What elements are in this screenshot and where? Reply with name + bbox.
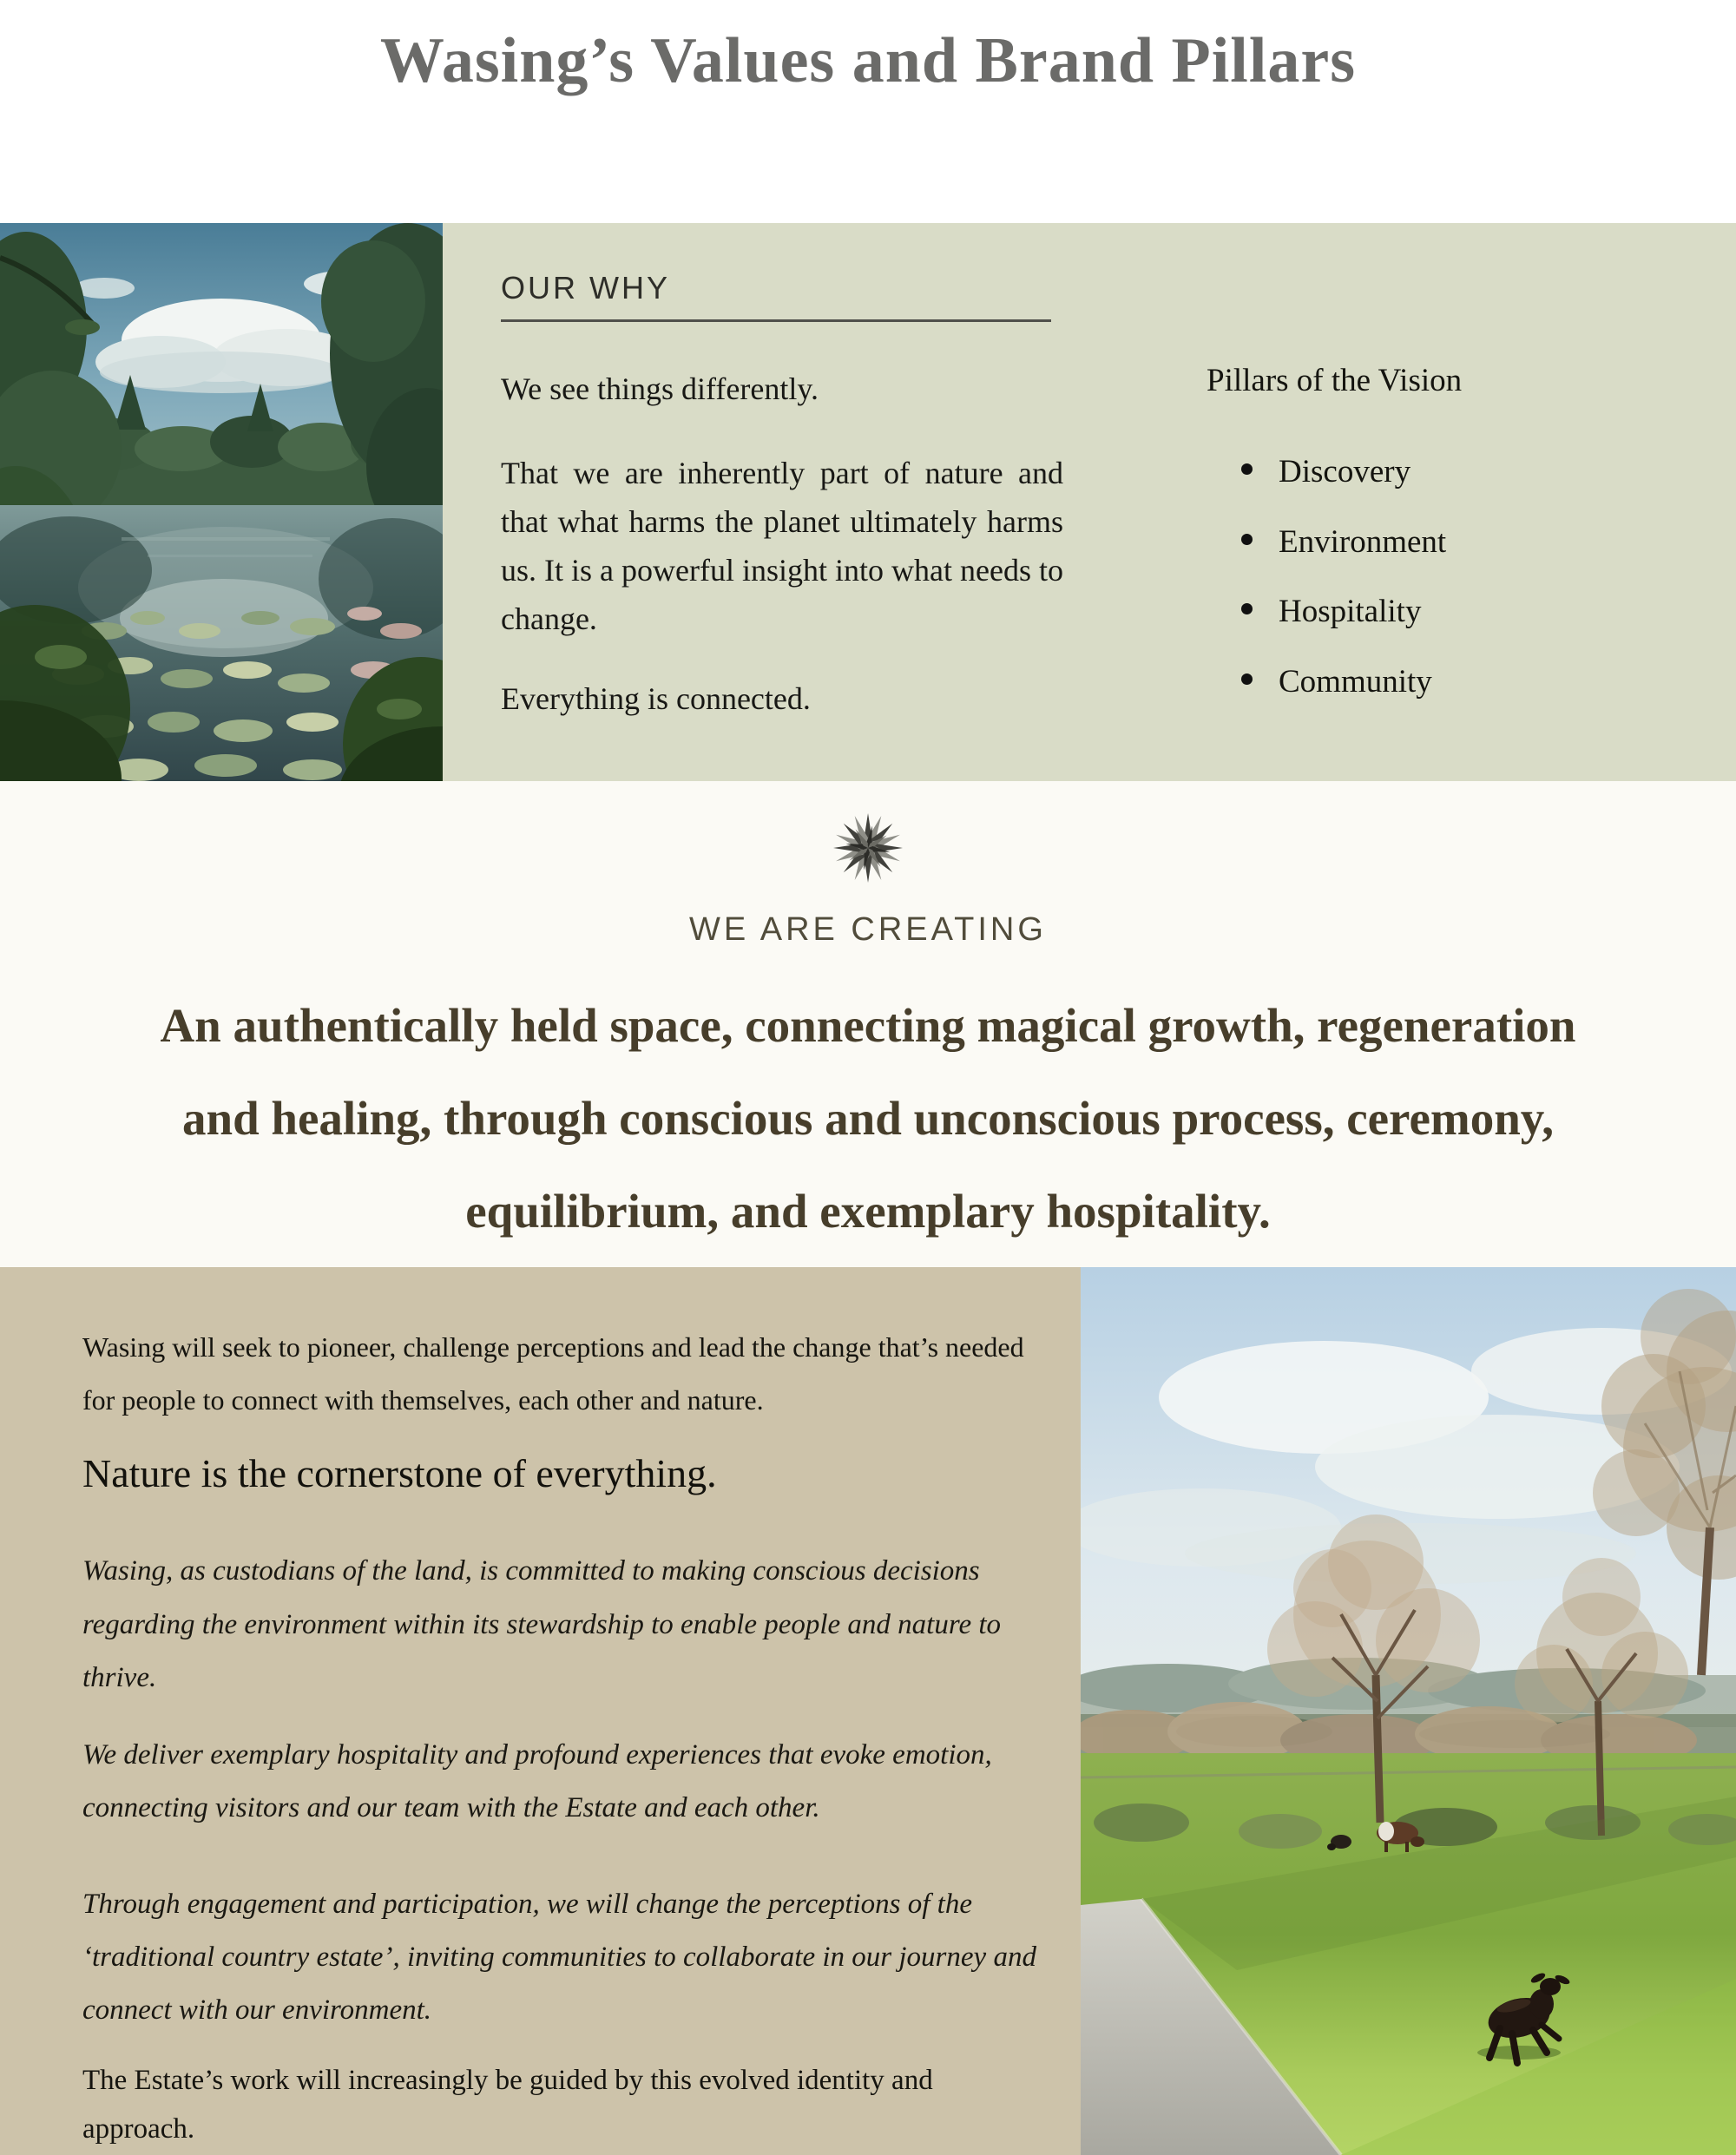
pillar-item bbox=[1241, 664, 1693, 701]
mission-italic-paragraph-3: Through engagement and participation, we will change the perceptions of the ‘traditional country estate’, inviting communities to collaborate in our journey and connect with our environment. bbox=[82, 1888, 1036, 2026]
mission-intro: Wasing will seek to pioneer, challenge perceptions and lead the change that’s needed for people to connect with themselves, each other and nature. bbox=[82, 1331, 1024, 1416]
lake-photo bbox=[0, 223, 443, 781]
pillar-label: Environment bbox=[1279, 523, 1447, 560]
pillar-label: Discovery bbox=[1279, 454, 1411, 490]
why-paragraph-2: That we are inherently part of nature and that what harms the planet ultimately harms us. It is a powerful insight into what needs to change. bbox=[501, 456, 1063, 636]
why-paragraph-3: Everything is connected. bbox=[501, 680, 811, 716]
bullet-dot-icon bbox=[1241, 603, 1253, 614]
pillars-heading: Pillars of the Vision bbox=[1207, 363, 1463, 398]
vision-statement: An authentically held space, connecting magical growth, regeneration and healing, through conscious and unconscious process, ceremony, equilibrium, and exemplary hospitality. bbox=[160, 998, 1576, 1238]
bullet-dot-icon bbox=[1241, 673, 1253, 685]
parkland-photo bbox=[1081, 1267, 1736, 2155]
our-why-section bbox=[0, 223, 1736, 781]
mission-italic-paragraph-1: Wasing, as custodians of the land, is committed to making conscious decisions regarding the environment within its stewardship to enable people and nature to thrive. bbox=[82, 1555, 1002, 1693]
our-why-column bbox=[501, 271, 1063, 723]
mission-italic-paragraph-2: We deliver exemplary hospitality and profound experiences that evoke emotion, connecting visitors and our team with the Estate and each other. bbox=[82, 1738, 992, 1823]
starburst-icon bbox=[832, 811, 904, 884]
bullet-dot-icon bbox=[1241, 534, 1253, 545]
mission-section bbox=[0, 1267, 1736, 2155]
our-why-panel bbox=[443, 223, 1736, 781]
mission-headline: Nature is the cornerstone of everything. bbox=[82, 1450, 717, 1495]
why-paragraph-1: We see things differently. bbox=[501, 371, 819, 406]
header bbox=[0, 0, 1736, 223]
mission-panel bbox=[0, 1267, 1081, 2155]
we-are-creating-section bbox=[0, 781, 1736, 1267]
pillar-label: Hospitality bbox=[1279, 594, 1422, 630]
pillars-list bbox=[1241, 454, 1693, 700]
pillar-label: Community bbox=[1279, 664, 1432, 700]
pillar-item bbox=[1241, 594, 1693, 631]
page-title: Wasing’s Values and Brand Pillars bbox=[379, 25, 1357, 96]
our-why-underline bbox=[501, 319, 1051, 322]
mission-closing: The Estate’s work will increasingly be guided by this evolved identity and approach. bbox=[82, 2064, 933, 2145]
pillars-column bbox=[1207, 362, 1693, 734]
bullet-dot-icon bbox=[1241, 463, 1253, 475]
pillar-item bbox=[1241, 524, 1693, 562]
pillar-item bbox=[1241, 454, 1693, 491]
we-are-creating-kicker: WE ARE CREATING bbox=[689, 911, 1047, 948]
our-why-heading: OUR WHY bbox=[501, 270, 670, 306]
